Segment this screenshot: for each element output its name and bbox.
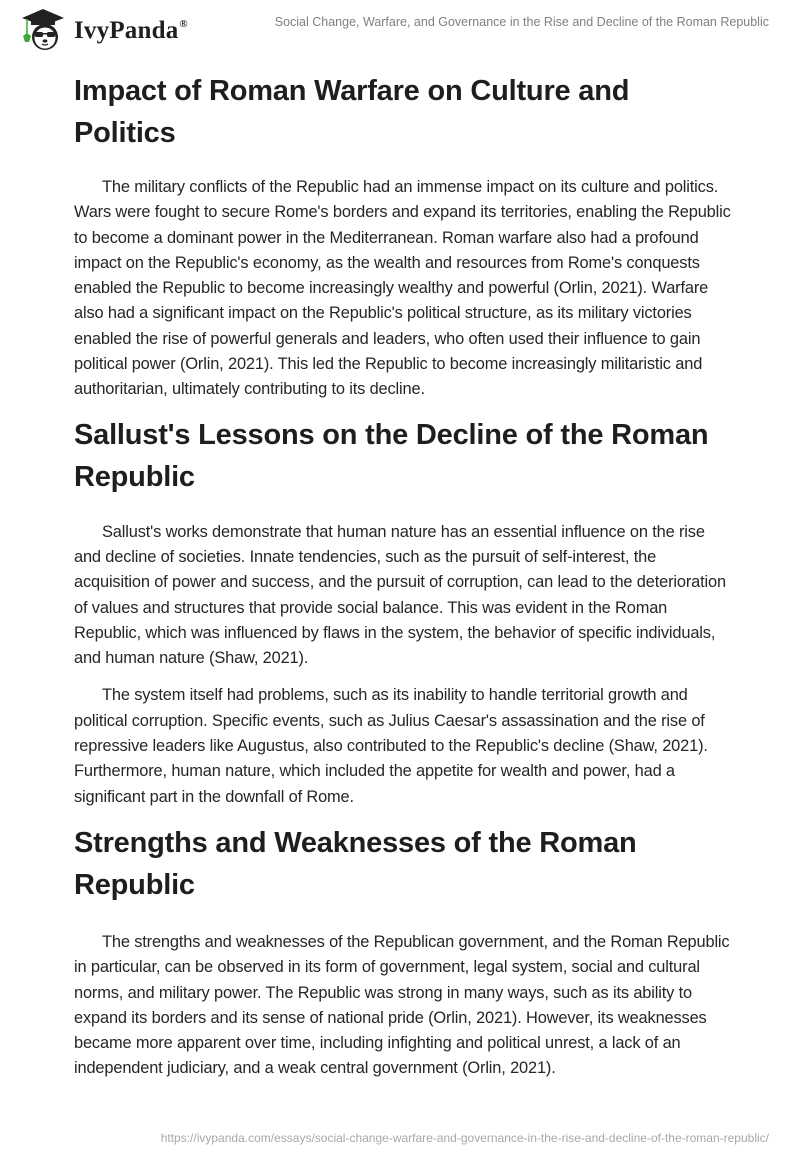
ivypanda-logo[interactable] bbox=[18, 5, 188, 51]
section-heading: Impact of Roman Warfare on Culture and Politics bbox=[74, 75, 630, 149]
page-header bbox=[0, 0, 800, 56]
source-url: https://ivypanda.com/essays/social-change-warfare-and-governance-in-the-rise-and-decline-of-the-roman-republic/ bbox=[160, 1131, 769, 1145]
section-sallust-lessons bbox=[74, 414, 734, 810]
section-warfare-impact bbox=[74, 70, 734, 403]
document-title: Social Change, Warfare, and Governance in the Rise and Decline of the Roman Republic bbox=[274, 15, 769, 29]
section-heading: Sallust's Lessons on the Decline of the Roman Republic bbox=[74, 418, 709, 493]
paragraph: The strengths and weaknesses of the Republican government, and the Roman Republic in particular, can be observed in its form of government, legal system, social and cultural norms, and military power. The Republic was strong in many ways, such as its ability to expand its borders and its sense of national pride (Orlin, 2021). However, its weaknesses became more apparent over time, including infighting and political unrest, a lack of an independent judiciary, and a weak central government (Orlin, 2021). bbox=[74, 932, 730, 1078]
paragraph: The military conflicts of the Republic had an immense impact on its culture and politics. Wars were fought to secure Rome's borders and expand its territories, enabling the Republic to become a dominant power in the Mediterranean. Roman warfare also had a profound impact on the Republic's economy, as the wealth and resources from Rome's conquests enabled the Republic to become increasingly wealthy and powerful (Orlin, 2021). Warfare also had a significant impact on the Republic's political structure, as its military victories enabled the rise of powerful generals and leaders, who often used their influence to gain political power (Orlin, 2021). This led the Republic to become increasingly militaristic and authoritarian, ultimately contributing to its decline. bbox=[74, 178, 731, 399]
paragraph: Sallust's works demonstrate that human nature has an essential influence on the rise and decline of societies. Innate tendencies, such as the pursuit of self-interest, the acquisition of power and success, and the pursuit of corruption, can lead to the deterioration of values and structures that provide social balance. This was evident in the Roman Republic, which was influenced by flaws in the system, the behavior of specific individuals, and human nature (Shaw, 2021). bbox=[74, 522, 726, 668]
brand-name: IvyPanda® bbox=[74, 17, 188, 44]
essay-content bbox=[74, 70, 734, 1082]
section-heading: Strengths and Weaknesses of the Roman Republic bbox=[74, 826, 637, 901]
panda-graduate-icon bbox=[18, 5, 68, 51]
paragraph: The system itself had problems, such as its inability to handle territorial growth and political corruption. Specific events, such as Julius Caesar's assassination and the rise of repressive leaders like Augustus, also contributed to the Republic's decline (Shaw, 2021). Furthermore, human nature, which included the appetite for wealth and power, had a significant part in the downfall of Rome. bbox=[74, 686, 708, 806]
section-strengths-weaknesses bbox=[74, 822, 734, 1082]
